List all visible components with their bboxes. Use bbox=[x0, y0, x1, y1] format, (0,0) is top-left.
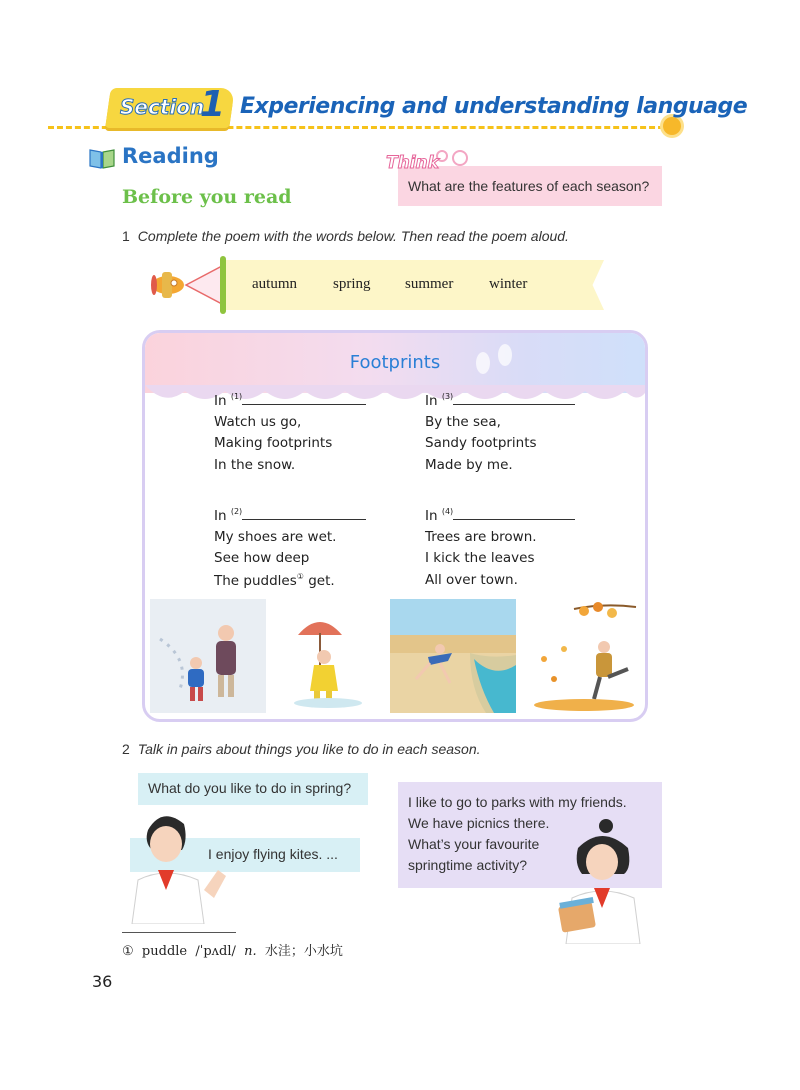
summer-beach-illustration bbox=[390, 599, 516, 713]
girl-line: I like to go to parks with my friends. bbox=[408, 794, 627, 810]
poem-line: Made by me. bbox=[425, 457, 513, 473]
word-bank-word: spring bbox=[333, 276, 371, 292]
footnote-divider bbox=[122, 932, 236, 933]
answer-blank bbox=[453, 393, 575, 405]
poem-line: In the snow. bbox=[214, 457, 296, 473]
task-2-instruction bbox=[122, 741, 481, 757]
word-bank-bar bbox=[220, 256, 226, 314]
poem-line: Making footprints bbox=[214, 435, 333, 451]
think-label: Think bbox=[386, 153, 439, 173]
before-you-read-heading: Before you read bbox=[122, 186, 292, 208]
task-1-number: 1 bbox=[122, 228, 130, 244]
poem-blank-line-3: In $^{(3)}$ bbox=[425, 392, 575, 409]
footnote-marker: ① bbox=[296, 572, 304, 581]
reading-title: Reading bbox=[122, 144, 219, 168]
poem-line: Watch us go, bbox=[214, 414, 302, 430]
poem-line: See how deep bbox=[214, 550, 310, 566]
girl-illustration bbox=[552, 818, 646, 944]
banner-sun-dot bbox=[663, 117, 681, 135]
girl-line: What’s your favourite bbox=[408, 836, 540, 852]
boy-question-text: What do you like to do in spring? bbox=[148, 780, 352, 796]
poem-line: Sandy footprints bbox=[425, 435, 537, 451]
toy-plane-icon bbox=[146, 262, 226, 308]
page-number: 36 bbox=[92, 972, 113, 991]
footnote: ① puddle /ˈpʌdl/ n. 水洼；小水坑 bbox=[122, 944, 343, 959]
word-bank-word: summer bbox=[405, 276, 454, 292]
poem-line: Trees are brown. bbox=[425, 529, 537, 545]
poem-blank-line-4: In $^{(4)}$ bbox=[425, 507, 575, 524]
poem-line-puddles: The puddles① get. bbox=[214, 572, 335, 589]
poem-title: Footprints bbox=[349, 352, 441, 373]
task-2-text: Talk in pairs about things you like to do in each season. bbox=[137, 741, 481, 757]
poem-line: My shoes are wet. bbox=[214, 529, 337, 545]
boy-illustration bbox=[118, 806, 234, 924]
book-icon bbox=[88, 146, 116, 170]
word-bank-word: winter bbox=[489, 276, 528, 292]
winter-snow-illustration bbox=[150, 599, 266, 713]
think-bubble-large bbox=[452, 150, 468, 166]
section-number: 1 bbox=[200, 84, 226, 125]
poem-blank-line-1: In $^{(1)}$ bbox=[214, 392, 366, 409]
poem-line: By the sea, bbox=[425, 414, 501, 430]
poem-line: All over town. bbox=[425, 572, 518, 588]
task-1-text: Complete the poem with the words below. Then read the poem aloud. bbox=[137, 228, 569, 244]
think-question: What are the features of each season? bbox=[408, 178, 650, 194]
boy-answer-text: I enjoy flying kites. ... bbox=[208, 846, 338, 862]
girl-line: We have picnics there. bbox=[408, 815, 550, 831]
boy-question-bubble bbox=[138, 773, 368, 805]
answer-blank bbox=[242, 508, 366, 520]
answer-blank bbox=[242, 393, 366, 405]
task-1-instruction bbox=[122, 228, 569, 244]
task-2-number: 2 bbox=[122, 741, 130, 757]
word-bank-word: autumn bbox=[252, 276, 297, 292]
poem-line: I kick the leaves bbox=[425, 550, 535, 566]
autumn-leaves-illustration bbox=[524, 599, 640, 713]
poem-blank-line-2: In $^{(2)}$ bbox=[214, 507, 366, 524]
section-word: Section bbox=[120, 95, 205, 119]
girl-line: springtime activity? bbox=[408, 857, 528, 873]
section-title: Experiencing and understanding language bbox=[240, 94, 748, 119]
spring-rain-illustration bbox=[270, 599, 386, 713]
answer-blank bbox=[453, 508, 575, 520]
